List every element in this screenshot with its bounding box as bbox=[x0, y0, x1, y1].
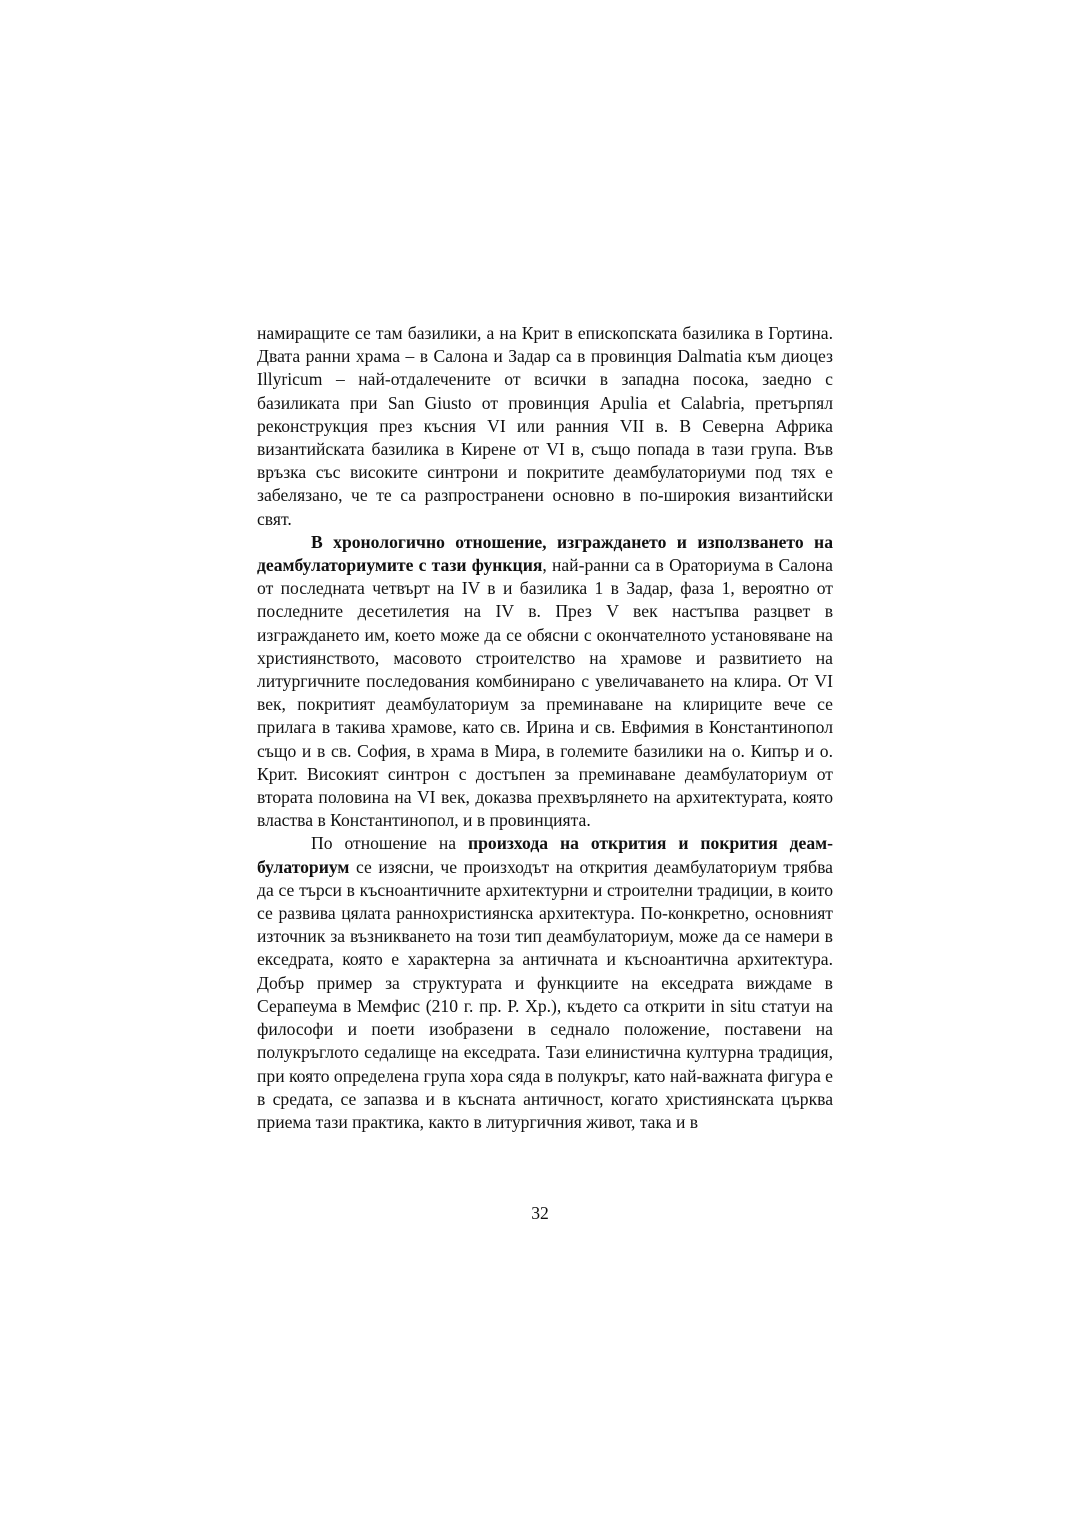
paragraph-2 bbox=[257, 531, 833, 833]
paragraph-3 bbox=[257, 832, 833, 1134]
paragraph-1-text: намиращите се там базилики, а на Крит в епископската базилика в Гортина. Двата ранни храма – в Салона и Задар са в провинция Dalmatia към диоцез Illyricum – най-отдалечените от всички в западна посока, заедно с базиликата при San Giusto от провинция Apulia et Calabria, претърпял реконструкция през късния VI или ранния VII в. В Северна Африка византийската базилика в Кирене от VI в, също попада в тази група. Във връзка със високите синтрони и покритите деамбулаториуми под тях е забелязано, че те са разпространени основно в по-широкия византийски свят. bbox=[257, 323, 833, 529]
page-number: 32 bbox=[531, 1203, 549, 1223]
paragraph-2-bold-heading: В хронологично отношение, изграждането и използването на деамбулаториумите с тази функция bbox=[257, 531, 833, 576]
paragraph-2-text: , най-ранни са в Ораториума в Салона от последната четвърт на IV в и базилика 1 в Задар, фаза 1, вероятно от последните десетилетия на IV в. През V век настъпва разцвет в изграждането им, което може да се обясни с окончателното установяване на християнството, масовото строителство на храмове и развитието на литургичните последования комбинирано с увеличаването на клира. От VI век, покритият деамбулаториум за преминаване на клириците вече се прилага в такива храмове, като св. Ирина и св. Евфимия в Константинопол също и в св. София, в храма в Мира, в големите базилики на о. Кипър и о. Крит. Високият синтрон с достъпен за преминаване деамбулаториум от втората половина на VI век, доказва прехвърлянето на архитектурата, която властва в Константинопол, и в провинцията. bbox=[257, 555, 833, 831]
paragraph-1 bbox=[257, 322, 833, 531]
paragraph-3-bold-heading: произхода на открития и покрития деамбулаториум bbox=[257, 833, 833, 877]
body-text bbox=[257, 322, 833, 1134]
paragraph-3-text: се изясни, че произходът на открития деамбулаториум трябва да се търси в късноантичните архитектурни и строителни традиции, в които се развива цялата раннохристиянска архитектура. По-конкретно, основният източник за възникването на този тип деамбулаториум, може да се намери в екседрата, която е характерна за античната и късноантична архитектура. Добър пример за структурата и функциите на екседрата виждаме в Серапеума в Мемфис (210 г. пр. Р. Хр.), където са открити in situ статуи на философи и поети изобразени в седнало положение, поставени на полукръглото седалище на екседрата. Тази елинистична културна традиция, при която определена група хора сяда в полукръг, като най-важната фигура е в средата, се запазва и в късната античност, когато християнската църква приема тази практика, както в литургичния живот, така и в bbox=[257, 856, 833, 1132]
paragraph-3-lead: По отношение на bbox=[311, 833, 468, 854]
